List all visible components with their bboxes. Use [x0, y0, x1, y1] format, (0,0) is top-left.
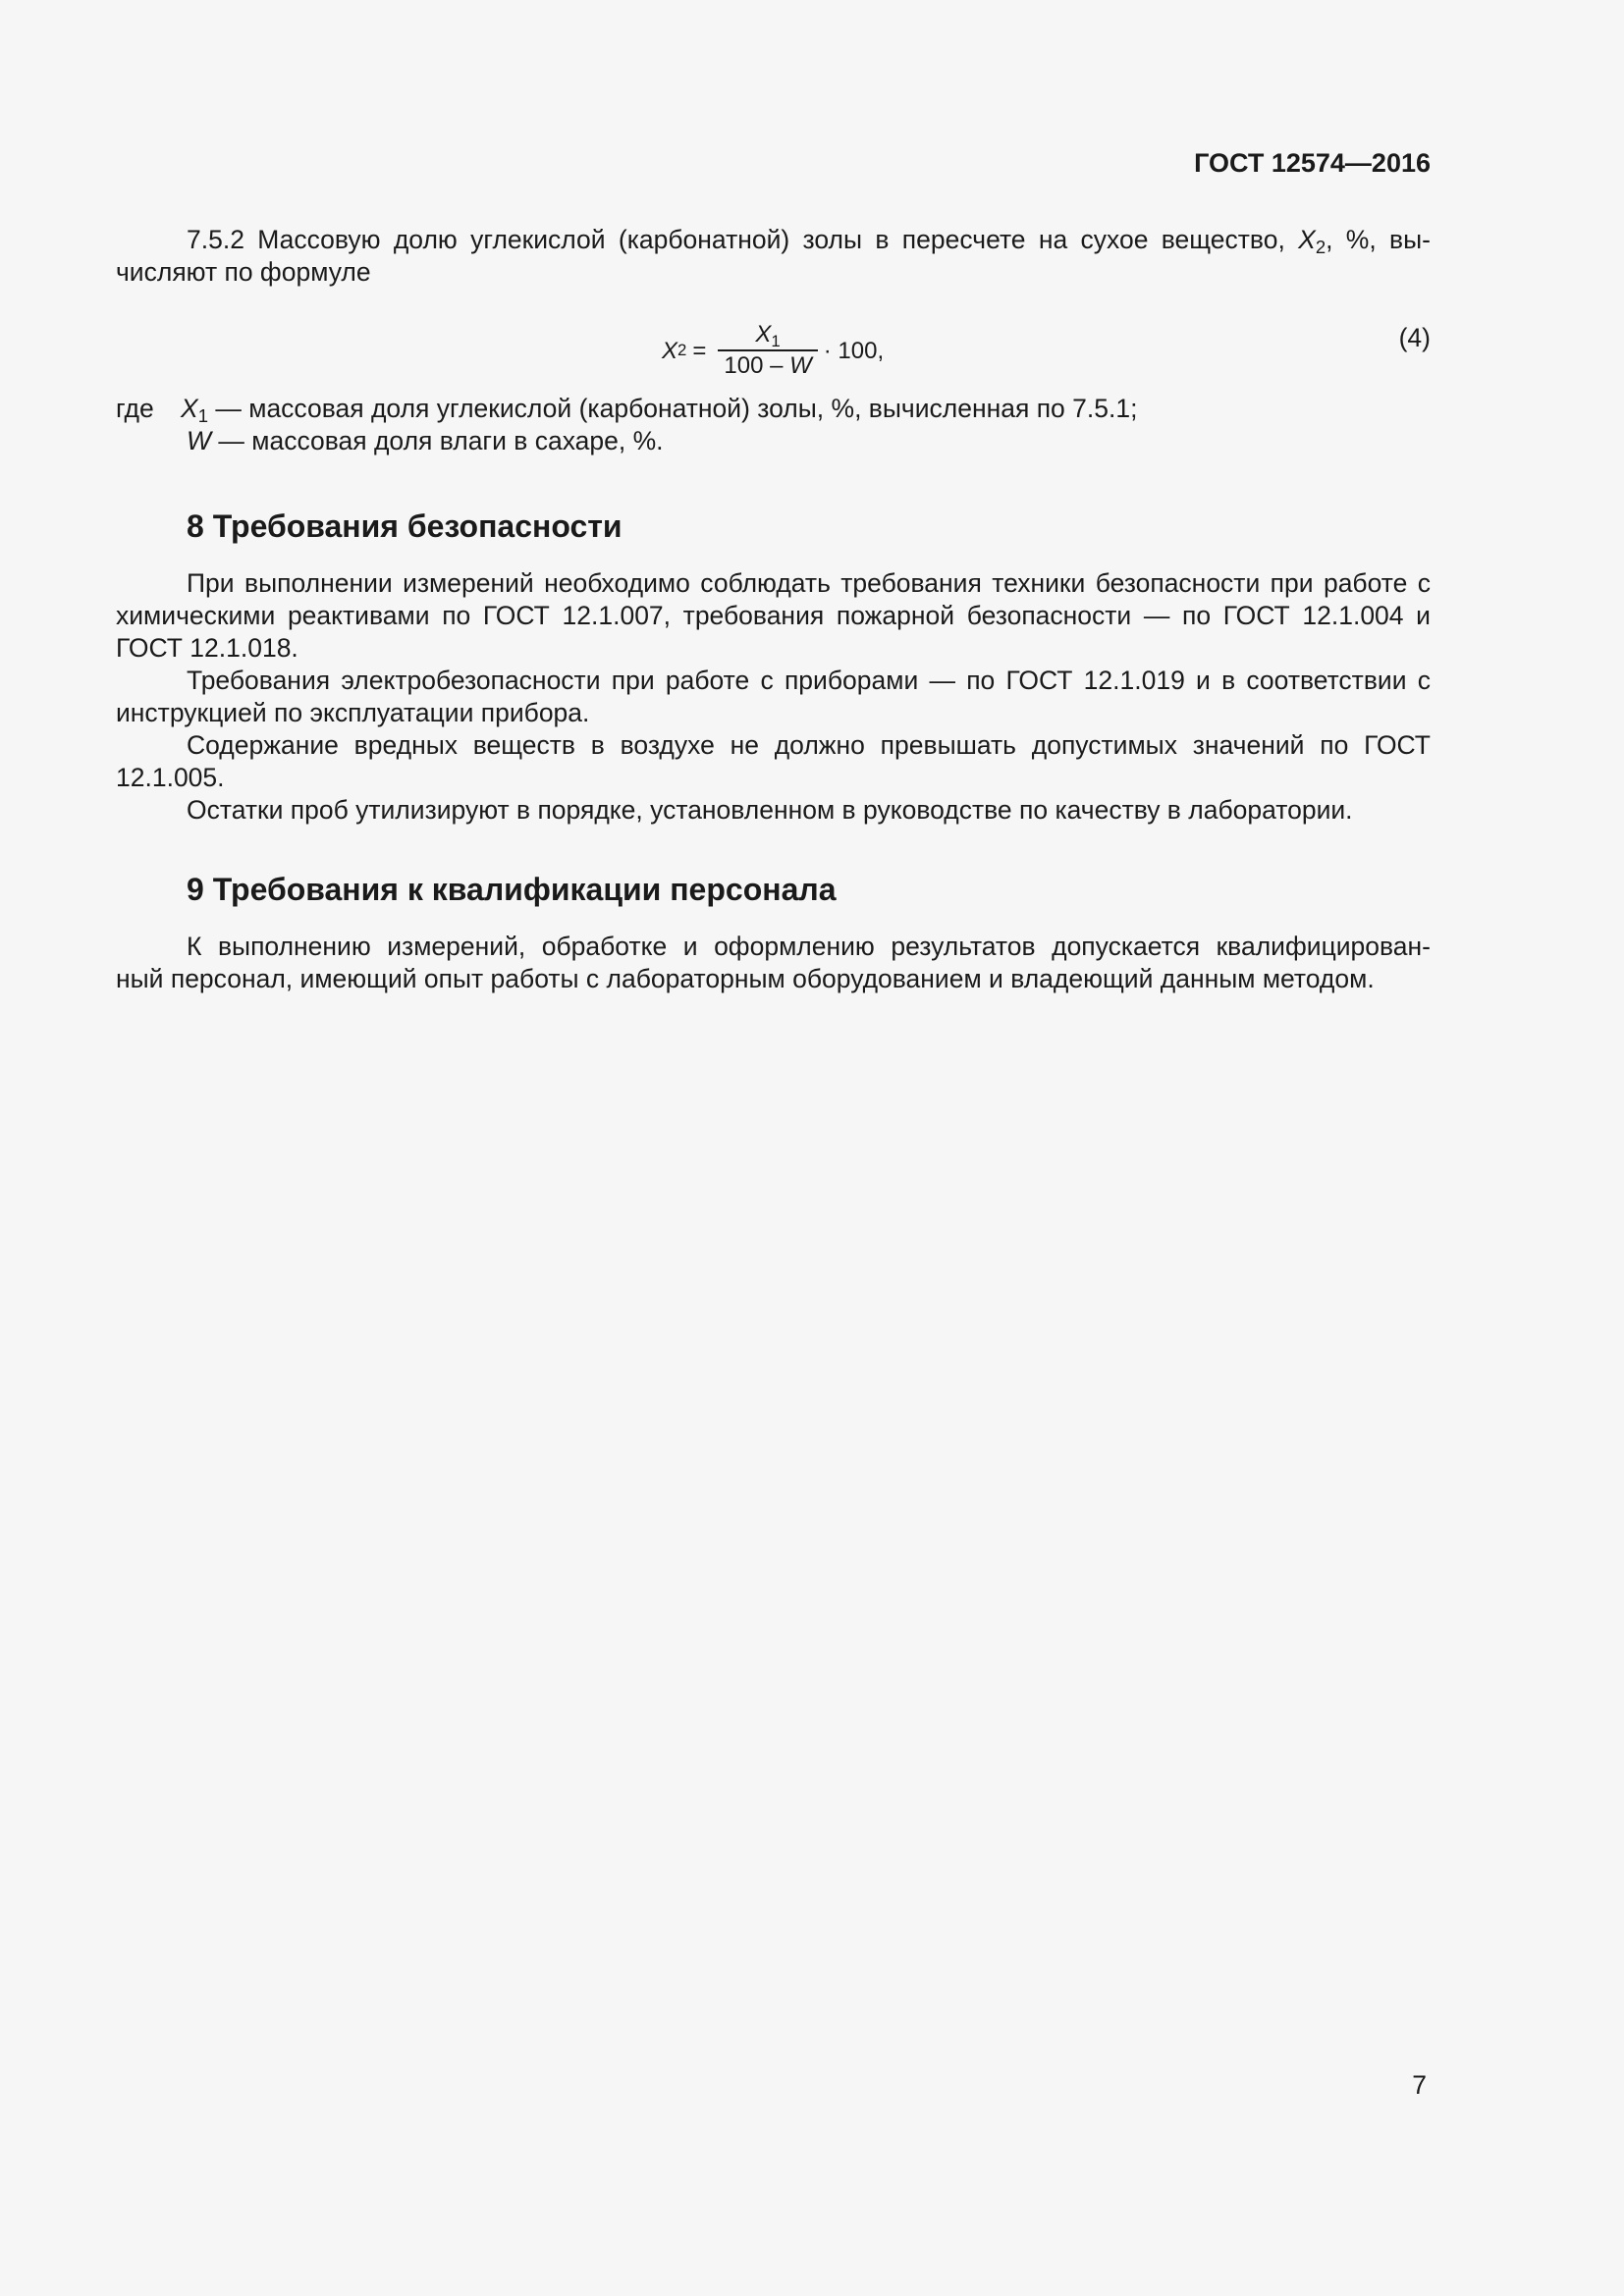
section-8-heading: 8 Требования безопасности [187, 508, 623, 544]
formula-tail: · 100, [823, 337, 885, 364]
section-9-heading: 9 Требования к квалификации персонала [187, 872, 837, 907]
section-8-body [116, 567, 1431, 827]
formula-numerator: $X_1$ [755, 321, 781, 350]
section-8-paragraph: Остатки проб утилизируют в порядке, установленном в руководстве по качеству в лаборатории. [187, 795, 1353, 825]
section-9-body [116, 931, 1431, 995]
section-8-paragraph: Требования электробезопасности при работе с приборами — по ГОСТ 12.1.019 и в соответствии с инструкцией по эксплуатации прибора. [116, 666, 1431, 727]
equation-number: (4) [1398, 323, 1431, 352]
clause-7-5-2 [116, 224, 1431, 289]
clause-7-5-2-line1: 7.5.2 Массовую долю углекислой (карбонатной) золы в пересчете на сухое вещество, $X_2$, %, вы- [187, 225, 1431, 257]
clause-7-5-2-line2: числяют по формуле [116, 257, 371, 287]
section-9-paragraph-line1: К выполнению измерений, обработке и оформлению результатов допускается квалифицирован- [187, 932, 1431, 961]
formula-4: X 2 = $\frac{X_1}{100 - W}$ · 100, [662, 321, 885, 379]
legend-item-w: W — массовая доля влаги в сахаре, %. [187, 426, 664, 455]
formula-denominator: 100 – W [718, 349, 817, 381]
section-8-paragraph: Содержание вредных веществ в воздухе не должно превышать допустимых значений по ГОСТ 12.1.005. [116, 730, 1431, 792]
section-8-paragraph: При выполнении измерений необходимо соблюдать требования техники безопасности при работе с химическими реактивами по ГОСТ 12.1.007, требования пожарной безопасности — по ГОСТ 12.1.004 и ГОСТ 12.1.018. [116, 568, 1431, 663]
legend-item-x1: где $X_1$ — массовая доля углекислой (карбонатной) золы, %, вычисленная по 7.5.1; [116, 394, 1138, 426]
formula-legend [116, 393, 1138, 455]
section-9-paragraph-line2: ный персонал, имеющий опыт работы с лабораторным оборудованием и владеющий данным методом. [116, 964, 1375, 993]
page-number: 7 [1412, 2070, 1427, 2100]
document-id-header: ГОСТ 12574—2016 [1194, 148, 1431, 178]
formula-fraction [718, 320, 817, 381]
